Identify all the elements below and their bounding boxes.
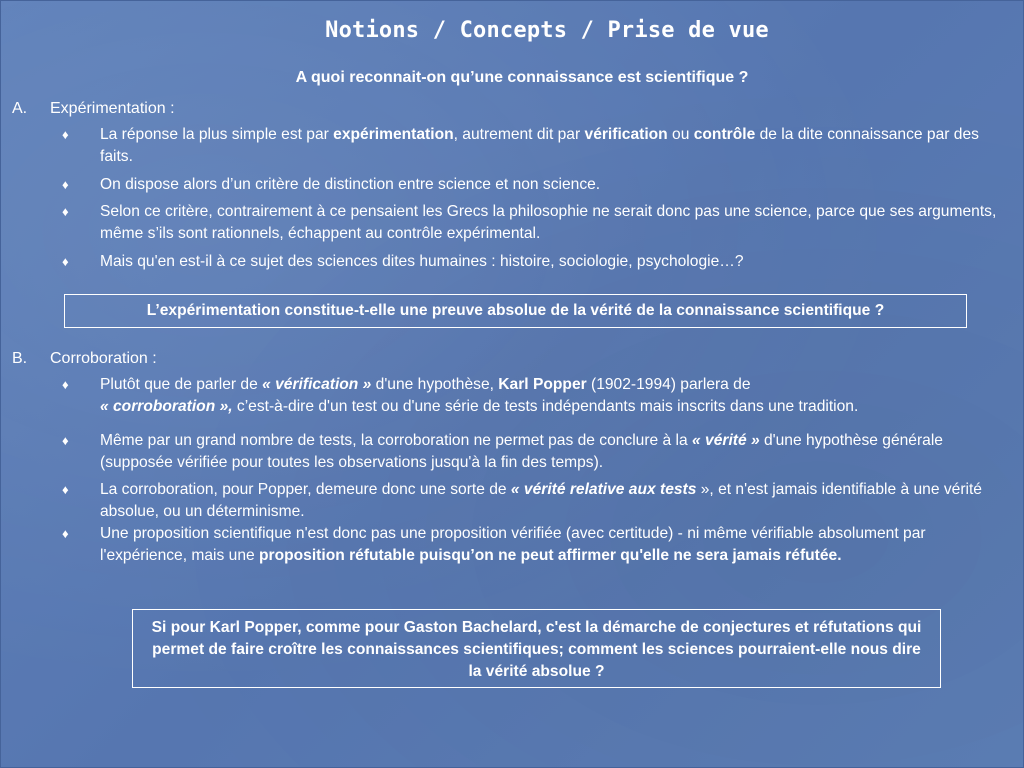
diamond-bullet-icon: ♦ — [62, 526, 69, 541]
question-box-1: L’expérimentation constitue-t-elle une preuve absolue de la vérité de la connaissance scientifique ? — [64, 294, 967, 328]
question-box-2: Si pour Karl Popper, comme pour Gaston Bachelard, c'est la démarche de conjectures et réfutations qui permet de faire croître les connaissances scientifiques; comment les sciences pourraient-elle nous dire la vérité absolue ? — [132, 609, 941, 688]
diamond-bullet-icon: ♦ — [62, 433, 69, 448]
diamond-bullet-icon: ♦ — [62, 177, 69, 192]
slide-question: A quoi reconnait-on qu’une connaissance est scientifique ? — [295, 69, 749, 86]
section-a-heading — [12, 100, 312, 120]
diamond-bullet-icon: ♦ — [62, 204, 69, 219]
diamond-bullet-icon: ♦ — [62, 254, 69, 269]
section-b-label: Corroboration : — [50, 350, 157, 367]
slide-title: Notions / Concepts / Prise de vue — [325, 18, 769, 43]
diamond-bullet-icon: ♦ — [62, 377, 69, 392]
section-a-letter: A. — [12, 100, 28, 117]
diamond-bullet-icon: ♦ — [62, 482, 69, 497]
diamond-bullet-icon: ♦ — [62, 127, 69, 142]
section-a-label: Expérimentation : — [50, 100, 175, 117]
section-b-heading — [12, 350, 312, 370]
section-b-letter: B. — [12, 350, 28, 367]
